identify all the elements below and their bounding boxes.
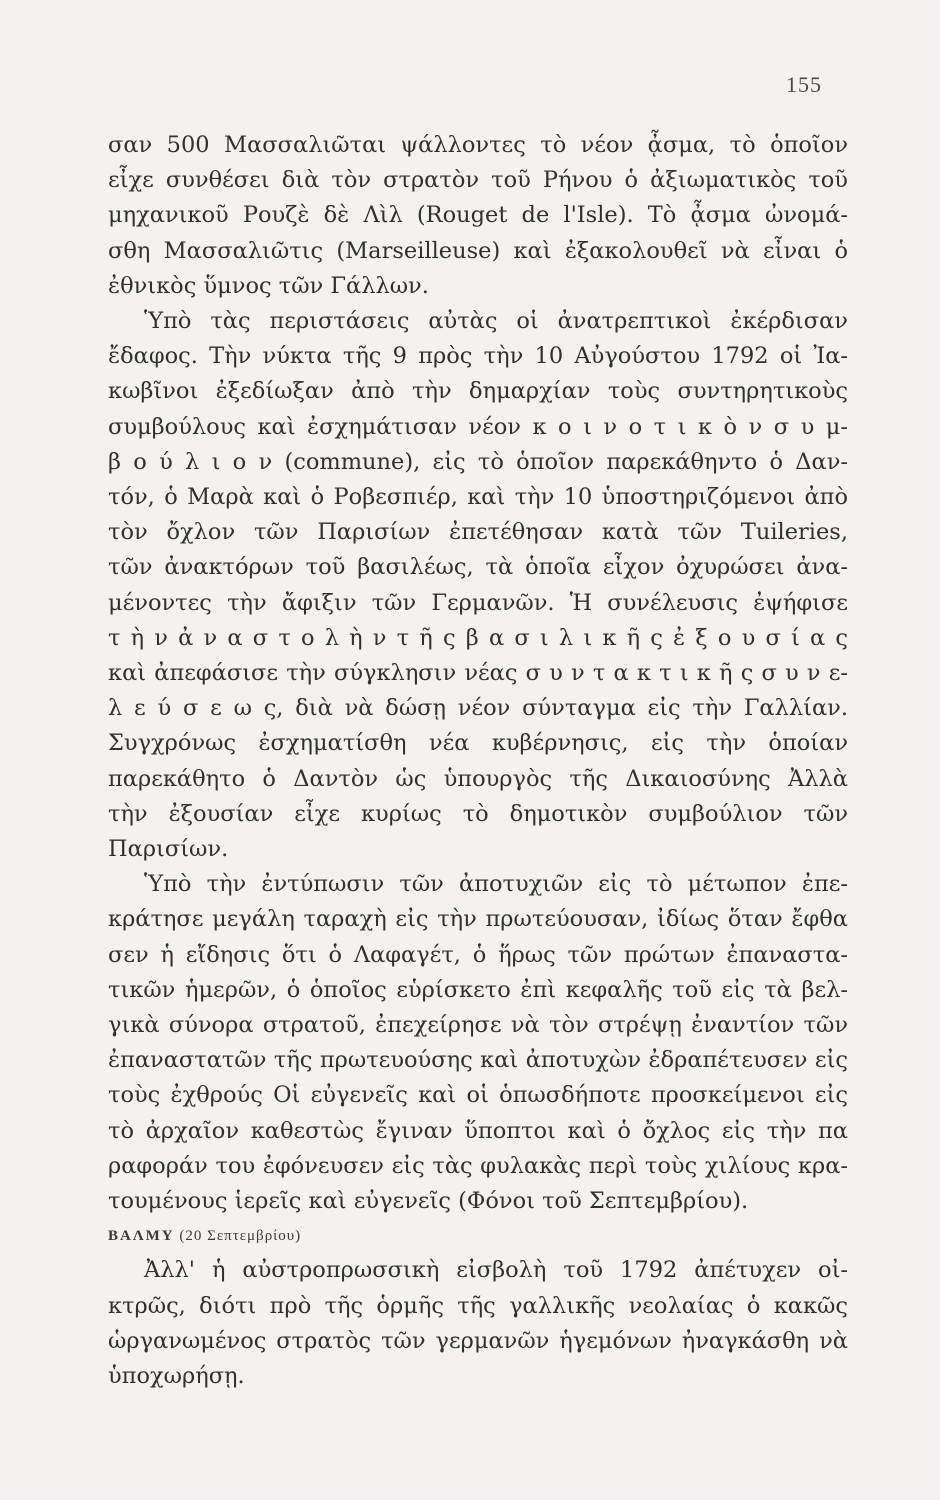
text-line: τὸν ὄχλον τῶν Παρισίων ἐπετέθησαν κατὰ τῶν Tuileries,	[108, 519, 848, 546]
text-line: τὸ ἀρχαῖον καθεστὼς ἔγιναν ὕποπτοι καὶ ὁ ὄχλος εἰς τὴν πα	[108, 1117, 848, 1144]
text-line: τόν, ὁ Μαρὰ καὶ ὁ Ροβεσπιέρ, καὶ τὴν 10 ὑποστηριζόμενοι ἀπὸ	[108, 484, 848, 511]
page-number: 155	[786, 72, 822, 97]
text-line: μηχανικοῦ Ρουζὲ δὲ Λὶλ (Rouget de l'Isle). Τὸ ᾆσμα ὠνομά-	[108, 202, 848, 229]
text-line: Παρισίων.	[108, 836, 229, 863]
text-line: σεν ἡ εἴδησις ὅτι ὁ Λαφαγέτ, ὁ ἥρως τῶν πρώτων ἐπαναστα-	[108, 941, 848, 968]
text-line: μένοντες τὴν ἄφιξιν τῶν Γερμανῶν. Ἡ συνέλευσις ἐψήφισε	[108, 589, 848, 616]
subheading-title: ΒΑΛΜΥ	[108, 1228, 175, 1245]
text-line: σαν 500 Μασσαλιῶται ψάλλοντες τὸ νέον ᾆσμα, τὸ ὁποῖον	[108, 132, 848, 158]
text-line: τὴν ἐξουσίαν εἶχε κυρίως τὸ δημοτικὸν συμβούλιον τῶν	[108, 800, 848, 827]
text-line: καὶ ἀπεφάσισε τὴν σύγκλησιν νέας σ υ ν τ α κ τ ι κ ῆ ς σ υ ν ε-	[108, 660, 848, 687]
text-line: τ ὴ ν ἀ ν α σ τ ο λ ὴ ν τ ῆ ς β α σ ι λ ι κ ῆ ς ἐ ξ ο υ σ ί α ς	[108, 624, 848, 651]
text-line: ἐθνικὸς ὕμνος τῶν Γάλλων.	[108, 272, 429, 299]
text-line: τουμένους ἱερεῖς καὶ εὐγενεῖς (Φόνοι τοῦ Σεπτεμβρίου).	[108, 1188, 749, 1215]
text-line: τῶν ἀνακτόρων τοῦ βασιλέως, τὰ ὁποῖα εἶχον ὀχυρώσει ἀνα-	[108, 554, 848, 581]
text-line: Ὑπὸ τὰς περιστάσεις αὐτὰς οἱ ἀνατρεπτικοὶ ἐκέρδισαν	[144, 308, 848, 335]
text-line: γικὰ σύνορα στρατοῦ, ἐπεχείρησε νὰ τὸν στρέψῃ ἐναντίον τῶν	[108, 1012, 848, 1039]
text-line: κράτησε μεγάλη ταραχὴ εἰς τὴν πρωτεύουσαν, ἰδίως ὅταν ἔφθα	[108, 906, 848, 933]
text-line: ἐπαναστατῶν τῆς πρωτευούσης καὶ ἀποτυχὼν ἐδραπέτευσεν εἰς	[108, 1047, 848, 1074]
text-line: ὑποχωρήσῃ.	[108, 1362, 245, 1389]
text-line: ραφοράν του ἐφόνευσεν εἰς τὰς φυλακὰς περὶ τοὺς χιλίους κρα-	[108, 1152, 848, 1179]
text-line: τικῶν ἡμερῶν, ὁ ὁποῖος εὑρίσκετο ἐπὶ κεφαλῆς τοῦ εἰς τὰ βελ-	[108, 976, 848, 1003]
text-line: παρεκάθητο ὁ Δαντὸν ὡς ὑπουργὸς τῆς Δικαιοσύνης Ἀλλὰ	[108, 765, 848, 792]
text-line: Ἀλλ' ἡ αὐστροπρωσσικὴ εἰσβολὴ τοῦ 1792 ἀπέτυχεν οἰ-	[144, 1257, 848, 1284]
text-line: κωβῖνοι ἐξεδίωξαν ἀπὸ τὴν δημαρχίαν τοὺς συντηρητικοὺς	[108, 378, 848, 405]
text-line: β ο ύ λ ι ο ν (commune), εἰς τὸ ὁποῖον παρεκάθηντο ὁ Δαν-	[108, 448, 848, 475]
text-line: τοὺς ἐχθρούς Οἱ εὐγενεῖς καὶ οἱ ὁπωσδήποτε προσκείμενοι εἰς	[108, 1082, 848, 1109]
section-subheading	[108, 1223, 848, 1249]
text-line: εἶχε συνθέσει διὰ τὸν στρατὸν τοῦ Ρήνου ὁ ἀξιωματικὸς τοῦ	[108, 167, 848, 194]
subheading-date: (20 Σεπτεμβρίου)	[179, 1228, 302, 1245]
text-line: συμβούλους καὶ ἐσχημάτισαν νέον κ ο ι ν ο τ ι κ ὸ ν σ υ μ-	[108, 413, 848, 440]
text-line: ὡργανωμένος στρατὸς τῶν γερμανῶν ἡγεμόνων ἠναγκάσθη νὰ	[108, 1327, 848, 1354]
text-line: κτρῶς, διότι πρὸ τῆς ὁρμῆς τῆς γαλλικῆς νεολαίας ὁ κακῶς	[108, 1292, 848, 1319]
text-line: ἔδαφος. Τὴν νύκτα τῆς 9 πρὸς τὴν 10 Αὐγούστου 1792 οἱ Ἰα-	[108, 343, 848, 370]
body-text	[108, 128, 848, 1394]
text-line: λ ε ύ σ ε ω ς, διὰ νὰ δώσῃ νέον σύνταγμα εἰς τὴν Γαλλίαν.	[108, 695, 848, 722]
text-line: σθη Μασσαλιῶτις (Marseilleuse) καὶ ἐξακολουθεῖ νὰ εἶναι ὁ	[108, 237, 848, 264]
text-line: Συγχρόνως ἐσχηματίσθη νέα κυβέρνησις, εἰς τὴν ὁποίαν	[108, 730, 848, 757]
text-line: Ὑπὸ τὴν ἐντύπωσιν τῶν ἀποτυχιῶν εἰς τὸ μέτωπον ἐπε-	[144, 871, 848, 898]
